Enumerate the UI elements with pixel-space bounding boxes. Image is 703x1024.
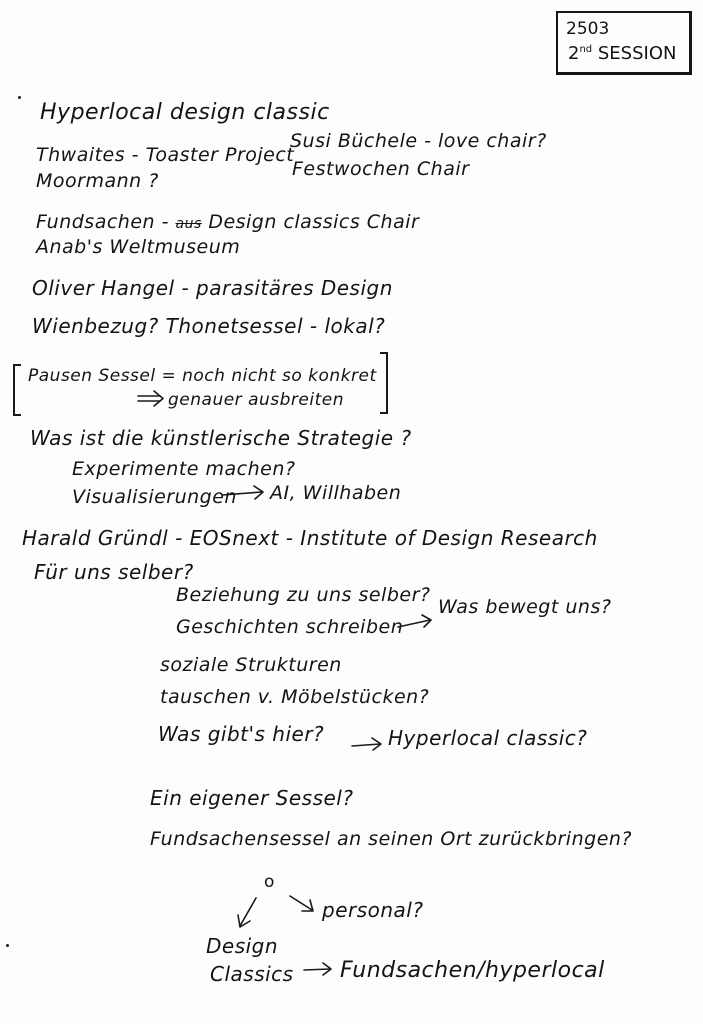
margin-dot xyxy=(6,944,9,947)
session-label: SESSION xyxy=(597,43,677,64)
arrow-right-icon xyxy=(304,963,331,975)
note-classics: Classics xyxy=(210,962,294,986)
note-beziehung: Beziehung zu uns selber? xyxy=(176,584,431,606)
note-hyperlocal-classic: Hyperlocal classic? xyxy=(388,726,588,750)
note-festwochen-chair: Festwochen Chair xyxy=(292,158,470,180)
session-number: 2503 xyxy=(566,19,610,39)
note-personal: personal? xyxy=(322,898,424,922)
note-kuenstlerische-strategie: Was ist die künstlerische Strategie ? xyxy=(30,426,412,450)
note-pausen-sessel: Pausen Sessel = noch nicht so konkret xyxy=(28,366,377,386)
note-was-bewegt-uns: Was bewegt uns? xyxy=(438,596,612,618)
note-susi-buechele: Susi Büchele - love chair? xyxy=(290,130,547,152)
note-fundsachen-start: Fundsachen - xyxy=(36,211,169,233)
note-eigener-sessel: Ein eigener Sessel? xyxy=(150,786,354,810)
right-bracket xyxy=(380,352,388,414)
note-wienbezug: Wienbezug? Thonetsessel - lokal? xyxy=(32,314,386,338)
note-moormann: Moormann ? xyxy=(36,170,159,192)
note-hyperlocal-design-classic: Hyperlocal design classic xyxy=(40,100,330,125)
note-experimente: Experimente machen? xyxy=(72,458,296,480)
note-genauer-ausbreiten: genauer ausbreiten xyxy=(168,390,344,410)
note-design: Design xyxy=(206,934,279,958)
note-anab-weltmuseum: Anab's Weltmuseum xyxy=(36,236,241,258)
note-fundsachen-end: Design classics Chair xyxy=(208,211,420,233)
double-arrow-icon xyxy=(138,391,163,406)
session-label-line xyxy=(568,43,676,64)
note-fundsachen-hyperlocal: Fundsachen/hyperlocal xyxy=(340,958,605,983)
note-ai-willhaben: AI, Willhaben xyxy=(270,482,402,504)
note-harald-gruendl: Harald Gründl - EOSnext - Institute of Design Research xyxy=(22,526,598,550)
note-tauschen: tauschen v. Möbelstücken? xyxy=(160,686,430,708)
note-thwaites: Thwaites - Toaster Project xyxy=(36,144,295,166)
note-oliver-hangel: Oliver Hangel - parasitäres Design xyxy=(32,276,393,300)
diagram-circle: o xyxy=(264,872,275,892)
arrow-down-right-icon xyxy=(290,896,313,911)
note-soziale-strukturen: soziale Strukturen xyxy=(160,654,342,676)
session-box xyxy=(556,11,692,75)
note-fuer-uns-selber: Für uns selber? xyxy=(34,560,194,584)
note-visualisierungen: Visualisierungen xyxy=(72,486,237,508)
session-ordinal-suffix: nd xyxy=(579,44,593,55)
note-was-gibts-hier: Was gibt's hier? xyxy=(158,722,325,746)
margin-dot xyxy=(18,96,21,99)
left-bracket xyxy=(13,364,21,416)
note-struck-word: aus xyxy=(175,216,202,232)
arrow-right-icon xyxy=(352,738,381,750)
arrow-down-left-icon xyxy=(238,898,256,927)
session-ordinal-number: 2 xyxy=(568,43,580,64)
note-fundsachensessel-ort: Fundsachensessel an seinen Ort zurückbringen? xyxy=(150,828,633,850)
note-fundsachen-line xyxy=(36,211,419,233)
note-geschichten: Geschichten schreiben xyxy=(176,616,404,638)
